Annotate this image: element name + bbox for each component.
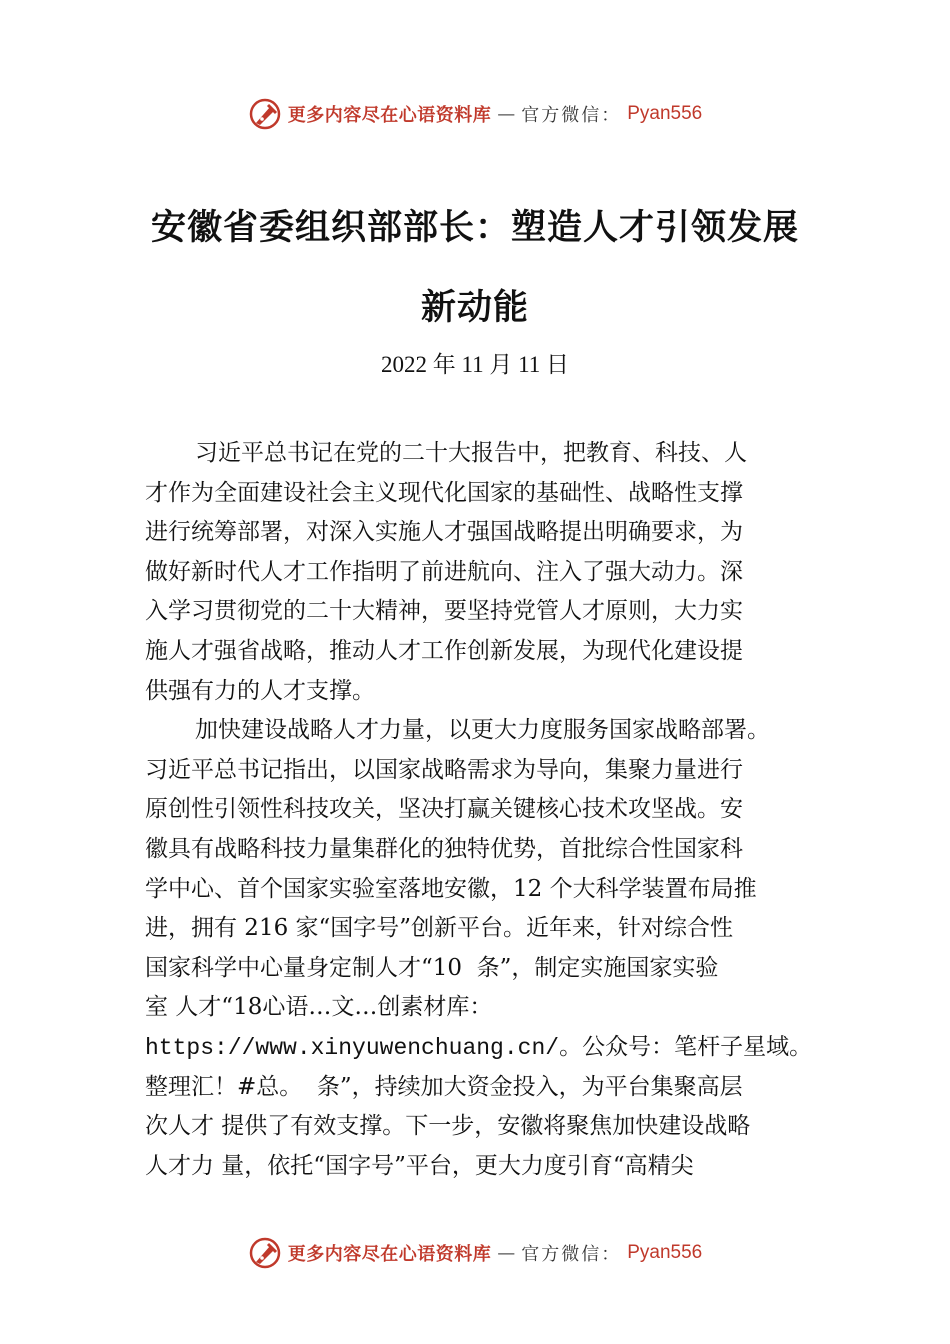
banner-brand-text: 更多内容尽在心语资料库 [287,105,492,126]
source-url[interactable]: https://www.xinyuwenchuang.cn/ [145,1034,560,1061]
paragraph-line: 国家科学中心量身定制人才“10 条”，制定实施国家实验 [145,954,719,981]
paragraph-line: 习近平总书记指出，以国家战略需求为导向，集聚力量进行 [145,756,743,783]
article-date: 2022 年 11 月 11 日 [380,352,570,377]
paragraph-line: 室 人才“18心语…文…创素材库： [145,994,493,1021]
paragraph-line: 学中心、首个国家实验室落地安徽，12 个大科学装置布局推 [145,875,757,902]
paragraph-1 [145,434,825,711]
paragraph-2 [145,711,825,1186]
paragraph-line: 入学习贯彻党的二十大精神，要坚持党管人才原则，大力实 [145,598,743,625]
paragraph-line: 加快建设战略人才力量，以更大力度服务国家战略部署。 [195,717,770,744]
banner-dash: — [497,1242,516,1264]
article-title-line-2: 新动能 [420,287,529,328]
header-watermark-banner [0,94,950,134]
banner-dash: — [497,103,516,125]
banner-brand-text: 更多内容尽在心语资料库 [287,1244,492,1265]
url-line-tail: 。公众号：笔杆子星域。 [559,1033,813,1060]
paragraph-line: 才作为全面建设社会主义现代化国家的基础性、战略性支撑 [145,479,743,506]
url-line [145,1028,825,1068]
footer-watermark-banner [0,1233,950,1273]
paragraph-line: 进行统筹部署，对深入实施人才强国战略提出明确要求，为 [145,519,743,546]
banner-wechat-id: Pyan556 [627,1242,703,1263]
banner-wechat-id: Pyan556 [627,103,703,124]
pen-nib-logo-icon [248,1236,282,1270]
article-body [145,434,825,1186]
paragraph-line: 习近平总书记在党的二十大报告中，把教育、科技、人 [195,440,747,466]
banner-wechat-label: 官方微信： [521,105,622,126]
paragraph-line: 次人才 提供了有效支撑。下一步，安徽将聚焦加快建设战略 [145,1113,751,1140]
paragraph-line: 供强有力的人才支撑。 [145,677,375,704]
paragraph-line: 徽具有战略科技力量集群化的独特优势，首批综合性国家科 [145,835,743,862]
article-title-line-1: 安徽省委组织部部长：塑造人才引领发展 [150,207,799,248]
paragraph-line: 做好新时代人才工作指明了前进航向、注入了强大动力。深 [145,558,743,585]
paragraph-line: 人才力 量，依托“国字号”平台，更大力度引育“高精尖 [145,1152,694,1179]
paragraph-line: 进，拥有 216 家“国字号”创新平台。近年来，针对综合性 [145,915,734,942]
pen-nib-logo-icon [248,97,282,131]
banner-wechat-label: 官方微信： [521,1244,622,1265]
paragraph-line: 施人才强省战略，推动人才工作创新发展，为现代化建设提 [145,637,743,664]
paragraph-line: 整理汇！#总。 条”，持续加大资金投入，为平台集聚高层 [145,1073,743,1100]
paragraph-line: 原创性引领性科技攻关，坚决打赢关键核心技术攻坚战。安 [145,796,743,823]
